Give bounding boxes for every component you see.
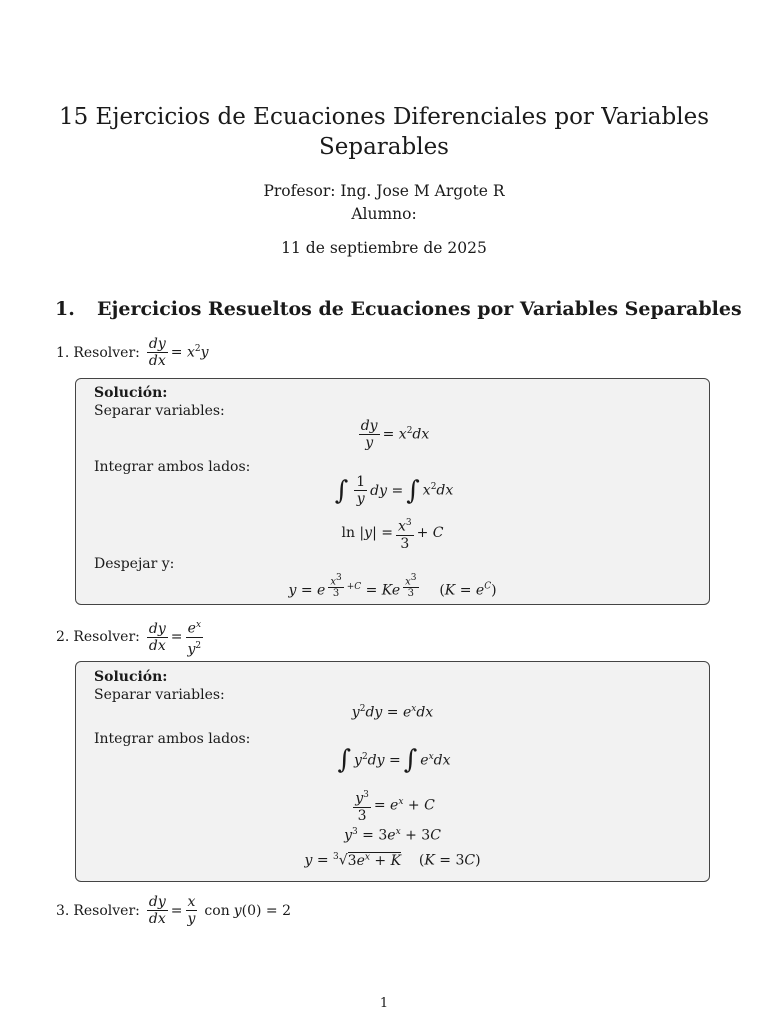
solution-title: Solución: <box>94 669 168 685</box>
fraction: $\frac{dy}{dx}$ <box>148 336 166 369</box>
step-separate-text: Separar variables: <box>94 687 225 703</box>
equation: ∫ $y^2dy$ = ∫ $e^xdx$ <box>337 745 451 775</box>
resolver-label: Resolver: <box>73 344 140 361</box>
equation: $\frac{y^3}{3}$ = $e^x + C$ <box>75 787 710 824</box>
step-separate-text: Separar variables: <box>94 403 225 419</box>
equation: y = e $^{\frac{x^3}{3} +C}$ = Ke $^{\frac{x^3}{3}}$ $(K = e^C)$ <box>288 573 497 600</box>
resolver-label: Resolver: <box>73 629 140 646</box>
exercise-number: 1. <box>56 344 70 361</box>
equation: $\frac{dy}{y}$ = $x^2dx$ <box>360 418 430 451</box>
step-integrate-text: Integrar ambos lados: <box>94 459 251 475</box>
equation: $y = ^3√3e^x + K$ (K = 3C) <box>304 852 481 869</box>
condition-word: con <box>204 902 230 919</box>
exercise-2-statement: 2. Resolver: $\frac{dy}{dx}$ = $\frac{e^x}{y^2}$ <box>56 617 206 657</box>
professor-line: Profesor: Ing. Jose M Argote R <box>263 182 505 200</box>
section-title: Ejercicios Resueltos de Ecuaciones por Variables Separables <box>97 298 742 320</box>
section-number: 1. <box>55 298 75 320</box>
section-heading <box>55 298 742 320</box>
solution-title: Solución: <box>94 385 168 401</box>
equation: $y^2dy = e^xdx$ <box>351 704 434 721</box>
equation: ∫ $\frac{1}{y}$ dy = ∫ $x^2dx$ <box>334 474 454 507</box>
step-solve-text: Despejar y: <box>94 556 175 572</box>
title-line-2: Separables <box>318 134 449 160</box>
exercise-number: 3. <box>56 902 70 919</box>
exercise-number: 2. <box>56 629 70 646</box>
step-integrate-text: Integrar ambos lados: <box>94 731 251 747</box>
exercise-3-statement: 3. Resolver: $\frac{dy}{dx}$ = $\frac{x}{y}$ con y(0) = 2 <box>56 894 292 927</box>
equation: $y^3 = 3e^x + 3C$ <box>344 827 441 844</box>
document-title <box>0 102 768 162</box>
equation-rhs: = $x^2y$ <box>170 344 209 361</box>
student-line: Alumno: <box>351 205 417 223</box>
resolver-label: Resolver: <box>73 902 140 919</box>
equation: ln |y| = $\frac{x^3}{3}$ + C <box>75 515 710 552</box>
page-number: 1 <box>379 996 389 1011</box>
title-line-1: 15 Ejercicios de Ecuaciones Diferenciales por Variables <box>58 104 710 130</box>
exercise-1-statement <box>56 336 209 369</box>
date-line: 11 de septiembre de 2025 <box>281 239 487 257</box>
